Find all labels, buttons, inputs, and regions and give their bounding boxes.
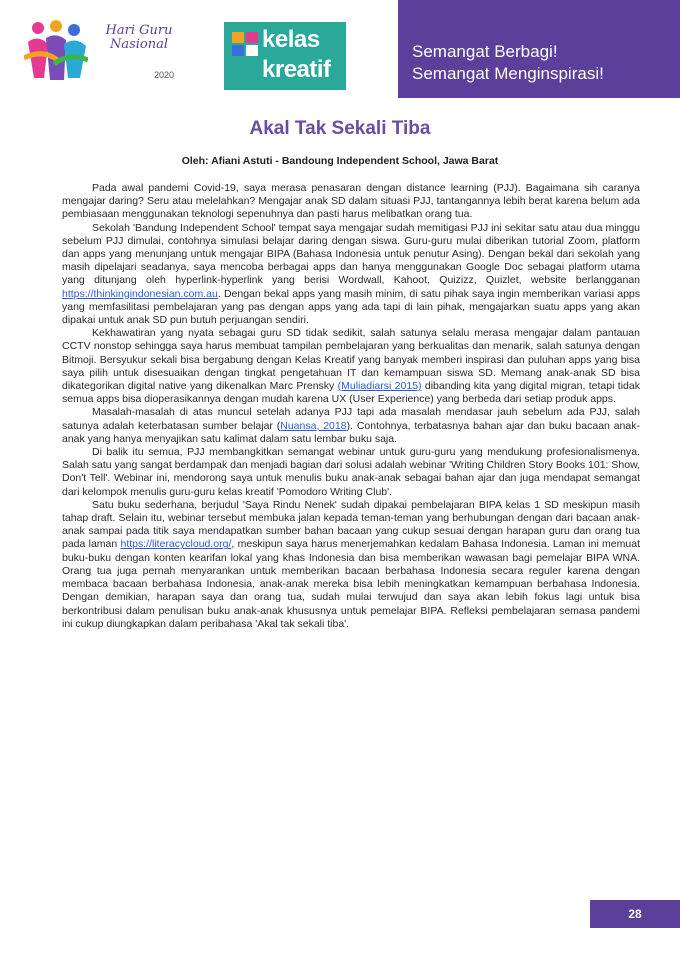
hari-guru-nasional-logo	[24, 18, 192, 88]
kelas-kreatif-logo	[224, 22, 346, 90]
banner-line2: Semangat Menginspirasi!	[412, 64, 604, 83]
logo-right-line2: kreatif	[262, 56, 331, 83]
paragraph-6	[62, 499, 640, 631]
paragraph-3	[62, 327, 640, 406]
paragraph-4-text-b: ). Contohnya, terbatasnya bahan ajar dan buku bacaan anak-anak yang hanya menyajikan satu kalimat dalam satu lembar buku saja.	[62, 419, 640, 445]
paragraph-2-text-a: Sekolah 'Bandung Independent School' tempat saya mengajar sudah memitigasi PJJ ini sekitar satu atau dua minggu sebelum PJJ dimulai, contohnya simulasi belajar daring dengan siswa. Guru-guru mulai diberikan tutorial Zoom, platform dan apps yang menunjang untuk mengajar BIPA (Bahasa Indonesia untuk penutur Asing). Dengan bekal dari sekolah yang masih dipelajari seadanya, saya mencoba berbagai apps dan hanya menggunakan Google Doc sebagai platform utama yang ditunjang oleh hyperlink-hyperlink yang berisi Wordwall, Kahoot, Quizizz, Quizlet, website berlangganan	[62, 221, 640, 287]
page-number: 28	[590, 900, 680, 928]
muliadiarsi-link[interactable]: (Muliadiarsi 2015)	[337, 380, 422, 393]
literacycloud-link[interactable]: https://literacycloud.org/	[120, 538, 232, 551]
logo-year: 2020	[154, 70, 175, 80]
logo-left-line1: Hari Guru	[105, 23, 173, 38]
hari-guru-nasional-wordmark	[84, 24, 194, 52]
paragraph-6-text-a: Satu buku sederhana, berjudul 'Saya Rindu Nenek' sudah dipakai pembelajaran BIPA kelas 1 SD meskipun masih tahap draft. Selain itu, webinar tersebut membuka jalan kepada teman-teman yang berhubungan dengan dari bacaan anak-anak sampai pada titik saya mendapatkan sumber bahan bacaan yang cukup sesuai dengan harapan guru dan orang tua pada laman	[62, 498, 640, 551]
paragraph-2-text-b: . Dengan bekal apps yang masih minim, di satu pihak saya ingin memberikan variasi apps yang memfasilitasi pembelajaran yang pas dengan apps yang ada tapi di lain pihak, mengajarkan suatu apps yang akan dipakai untuk anak SD pun butuh perjuangan sendiri.	[62, 287, 640, 327]
logo-left-line2: Nasional	[109, 37, 169, 52]
paragraph-6-text-b: , meskipun saya harus menerjemahkan kedalam Bahasa Indonesia. Laman ini memuat buku-buku dengan konten kearifan lokal yang khas Indonesia dan bisa memberikan wawasan bagi pemelajar BIPA WNA. Orang tua juga pernah menyarankan untuk memberikan bacaan berbahasa Indonesia secara reguler karena dengan membaca bacaan berbahasa Indonesia, anak-anak mereka bisa lebih meningkatkan kemampuan berbahasa Indonesia. Dengan demikian, harapan saya dan orang tua, sudah mulai terwujud dan saya akan lebih fokus lagi untuk bisa berkontribusi dalam penulisan buku anak-anak khususnya untuk pemelajar BIPA. Refleksi pembelajaran semasa pandemi ini cukup diungkapkan dalam peribahasa 'Akal tak sekali tiba'.	[62, 538, 640, 630]
logo-right-line1: kelas	[262, 26, 320, 53]
article-body	[62, 182, 640, 631]
paragraph-4	[62, 406, 640, 446]
paragraph-3-text-a: Kekhawatiran yang nyata sebagai guru SD tidak sedikit, salah satunya selalu merasa mengajar dalam pantauan CCTV nonstop sehingga saya harus membuat tampilan pembelajaran yang berkualitas dan menarik, salah satunya dengan Bitmoji. Bersyukur sekali bisa bergabung dengan Kelas Kreatif yang banyak memberi inspirasi dan puluhan apps yang bisa saya pilih untuk disesuaikan dengan tingkat pengetahuan IT dan kemampuan siswa SD. Memang anak-anak SD bisa dikategorikan digital native yang dikenalkan Marc Prensky	[62, 327, 640, 393]
paragraph-1: Pada awal pandemi Covid-19, saya merasa penasaran dengan distance learning (PJJ). Bagaimana sih caranya mengajar daring? Seru atau melelahkan? Mengajar anak SD dalam situasi PJJ, tantangannya lebih berat karena belum ada pembiasaan menggunakan teknologi sepenuhnya dan pasti harus melibatkan orang tua.	[62, 182, 640, 221]
kelas-kreatif-mark-icon	[232, 32, 258, 56]
banner-line1: Semangat Berbagi!	[412, 42, 558, 61]
nuansa-link[interactable]: Nuansa, 2018	[280, 419, 347, 432]
article-title: Akal Tak Sekali Tiba	[249, 118, 431, 139]
thinkingindonesian-link[interactable]: https://thinkingindonesian.com.au	[62, 287, 218, 300]
colorful-figures-icon	[24, 18, 88, 88]
paragraph-5: Di balik itu semua, PJJ membangkitkan semangat webinar untuk guru-guru yang mendukung profesionalismenya. Salah satu yang sangat berdampak dan menjadi bagian dari solusi adalah webinar 'Writing Children Story Books 101: Show, Don't Tell'. Webinar ini, mendorong saya untuk menulis buku anak-anak sebagai bahan ajar dan juga mendapat semangat dari kelompok menulis guru-guru kelas kreatif 'Pomodoro Writing Club'.	[62, 446, 640, 498]
slogan-banner	[398, 0, 680, 98]
article-byline: Oleh: Afiani Astuti - Bandoung Independent School, Jawa Barat	[181, 155, 499, 167]
paragraph-3-text-b: dibanding kita yang digital migran, tetapi tidak semua apps bisa dioperasikannya dengan mudah karena UX (User Experience) yang berbeda dari setiap produk apps.	[62, 380, 640, 406]
paragraph-4-text-a: Masalah-masalah di atas muncul setelah adanya PJJ tapi ada masalah mendasar jauh sebelum ada PJJ, salah satunya adalah keterbatasan sumber belajar (	[62, 406, 640, 432]
paragraph-2	[62, 222, 640, 328]
